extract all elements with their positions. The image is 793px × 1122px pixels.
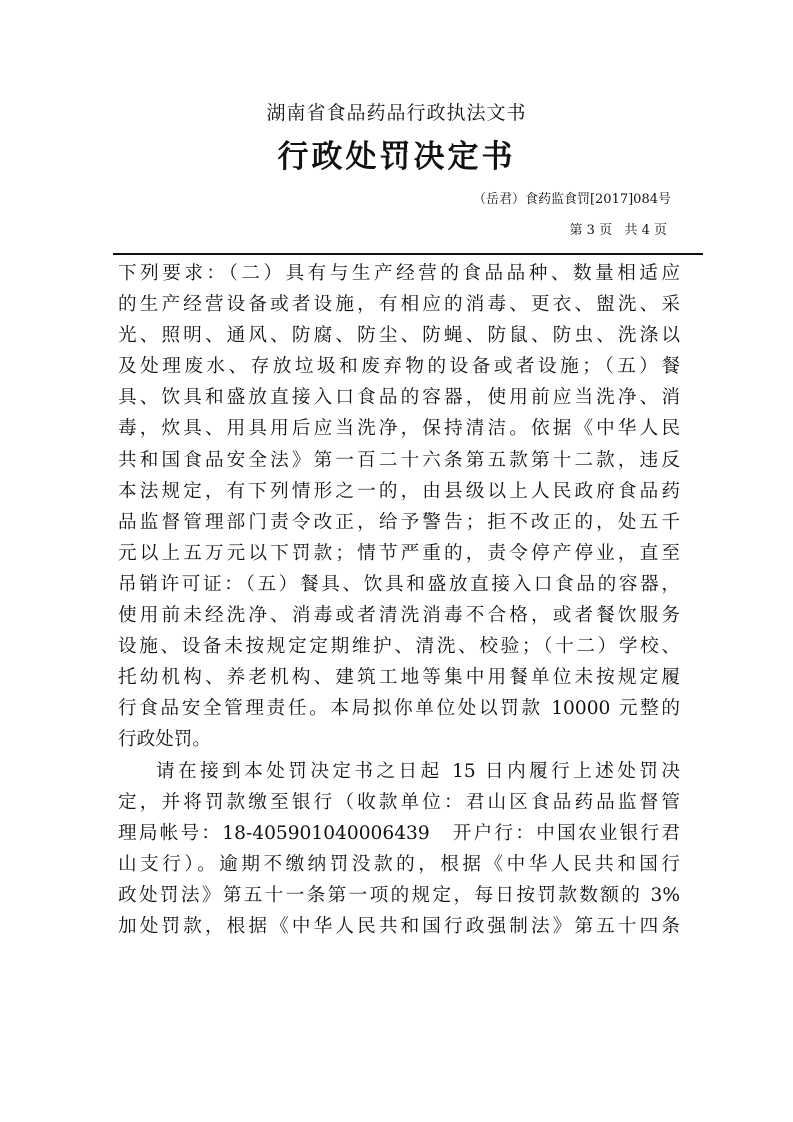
body-line: 共和国食品安全法》第一百二十六条第五款第十二款，违反 — [118, 449, 680, 471]
body-line: 具、饮具和盛放直接入口食品的容器，使用前应当洗净、消 — [118, 387, 680, 409]
document-number: （岳君）食药监食罚[2017]084号 — [472, 192, 671, 207]
body-line: 设施、设备未按规定定期维护、清洗、校验；（十二）学校、 — [118, 636, 680, 658]
body-line: 定，并将罚款缴至银行（收款单位：君山区食品药品监督管 — [118, 791, 680, 813]
body-line: 元以上五万元以下罚款；情节严重的，责令停产停业，直至 — [118, 542, 680, 564]
document-type-title: 行政处罚决定书 — [277, 139, 516, 175]
body-line: 加处罚款，根据《中华人民共和国行政强制法》第五十四条 — [118, 915, 680, 937]
body-line: 品监督管理部门责令改正，给予警告；拒不改正的，处五千 — [118, 511, 680, 533]
body-line: 行政处罚。 — [118, 729, 211, 751]
header-divider — [113, 253, 703, 255]
body-line: 毒，炊具、用具用后应当洗净，保持清洁。依据《中华人民 — [118, 418, 680, 440]
paragraph-2 — [118, 756, 680, 943]
body-line: 托幼机构、养老机构、建筑工地等集中用餐单位未按规定履 — [118, 667, 680, 689]
body-line: 本法规定，有下列情形之一的，由县级以上人民政府食品药 — [118, 480, 680, 502]
body-line: 山支行）。逾期不缴纳罚没款的，根据《中华人民共和国行 — [118, 853, 680, 875]
body-line: 的生产经营设备或者设施，有相应的消毒、更衣、盥洗、采 — [118, 294, 680, 316]
body-line: 理局帐号：18-405901040006439 开户行：中国农业银行君 — [118, 822, 680, 844]
page-info: 第 3 页 共 4 页 — [569, 223, 667, 238]
paragraph-1 — [118, 258, 680, 756]
authority-title: 湖南省食品药品行政执法文书 — [266, 102, 527, 124]
body-line: 光、照明、通风、防腐、防尘、防蝇、防鼠、防虫、洗涤以 — [118, 325, 680, 347]
body-line: 及处理废水、存放垃圾和废弃物的设备或者设施；（五）餐 — [118, 356, 680, 378]
body-line: 政处罚法》第五十一条第一项的规定，每日按罚款数额的 3% — [118, 884, 680, 906]
document-body — [118, 258, 680, 942]
body-line: 行食品安全管理责任。本局拟你单位处以罚款 10000 元整的 — [118, 698, 680, 720]
body-line: 使用前未经洗净、消毒或者清洗消毒不合格，或者餐饮服务 — [118, 605, 680, 627]
body-line: 下列要求：（二）具有与生产经营的食品品种、数量相适应 — [118, 263, 680, 284]
body-line: 请在接到本处罚决定书之日起 15 日内履行上述处罚决 — [156, 760, 680, 782]
body-line: 吊销许可证：（五）餐具、饮具和盛放直接入口食品的容器， — [118, 573, 680, 595]
